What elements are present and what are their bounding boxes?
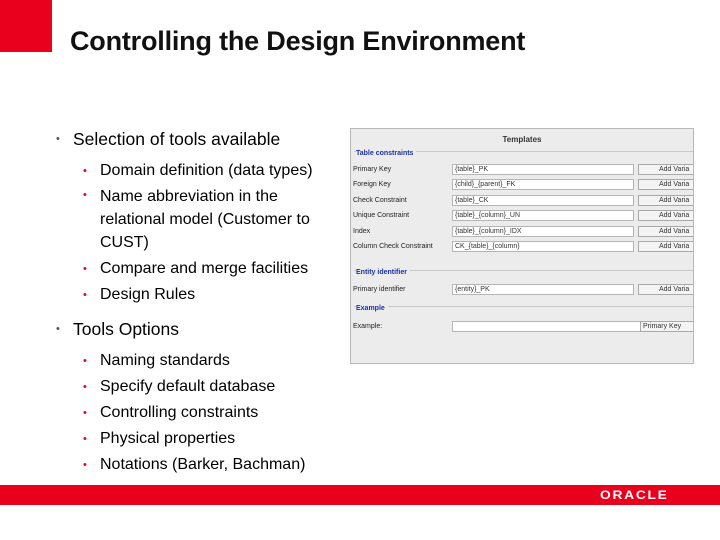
oracle-logo: ORACLE bbox=[600, 488, 669, 502]
sub-bullet-item: • Name abbreviation in the relational model (Customer to CUST) bbox=[73, 184, 346, 256]
slide-title: Controlling the Design Environment bbox=[70, 26, 526, 56]
template-row-foreign-key bbox=[351, 178, 693, 191]
template-input[interactable]: CK_{table}_{column} bbox=[452, 241, 634, 252]
section-label: Entity identifier bbox=[356, 269, 410, 276]
template-input[interactable]: {table}_PK bbox=[452, 164, 634, 175]
sub-bullet-item: • Controlling constraints bbox=[73, 400, 346, 426]
field-label: Primary Key bbox=[353, 166, 392, 173]
sub-bullet-item: • Physical properties bbox=[73, 426, 346, 452]
sub-bullet-item: • Domain definition (data types) bbox=[73, 158, 346, 184]
template-row-primary-identifier bbox=[351, 283, 693, 296]
template-row-check-constraint bbox=[351, 194, 693, 207]
sub-bullet-item: • Compare and merge facilities bbox=[73, 256, 346, 282]
sub-bullet-list bbox=[56, 158, 346, 308]
add-variable-button[interactable]: Add Varia bbox=[638, 284, 694, 295]
add-variable-button[interactable]: Add Varia bbox=[638, 164, 694, 175]
table-constraints-section bbox=[354, 150, 693, 157]
bullet-dot-icon: • bbox=[83, 289, 87, 301]
bullet-dot-icon: • bbox=[83, 459, 87, 471]
bullet-dot-icon: • bbox=[83, 189, 87, 201]
template-input[interactable]: {table}_{column}_UN bbox=[452, 210, 634, 221]
dialog-title: Templates bbox=[502, 135, 542, 144]
sub-bullet-item: • Design Rules bbox=[73, 282, 346, 308]
example-output-field bbox=[452, 321, 648, 332]
template-row-index bbox=[351, 225, 693, 238]
field-label: Primary identifier bbox=[353, 286, 406, 293]
field-label: Index bbox=[353, 228, 371, 235]
template-row-column-check bbox=[351, 240, 693, 253]
section-label: Example bbox=[356, 305, 388, 312]
add-variable-button[interactable]: Add Varia bbox=[638, 210, 694, 221]
template-input[interactable]: {table}_{column}_IDX bbox=[452, 226, 634, 237]
bullet-dot-icon: • bbox=[56, 133, 60, 145]
bullet-item bbox=[56, 126, 346, 152]
bullet-dot-icon: • bbox=[83, 381, 87, 393]
example-row bbox=[351, 320, 693, 333]
templates-dialog bbox=[350, 128, 694, 364]
example-section bbox=[354, 305, 693, 312]
bullet-text: Selection of tools available bbox=[73, 129, 281, 149]
add-variable-button[interactable]: Add Varia bbox=[638, 179, 694, 190]
corner-accent bbox=[0, 0, 52, 52]
sub-bullet-item: • Notations (Barker, Bachman) bbox=[73, 452, 346, 478]
section-label: Table constraints bbox=[356, 150, 416, 157]
template-input[interactable]: {entity}_PK bbox=[452, 284, 634, 295]
add-variable-button[interactable]: Add Varia bbox=[638, 195, 694, 206]
template-input[interactable]: {child}_{parent}_FK bbox=[452, 179, 634, 190]
add-variable-button[interactable]: Add Varia bbox=[638, 226, 694, 237]
add-variable-button[interactable]: Add Varia bbox=[638, 241, 694, 252]
sub-bullet-list bbox=[56, 348, 346, 478]
field-label: Example: bbox=[353, 323, 383, 330]
template-row-unique-constraint bbox=[351, 209, 693, 222]
example-type-select[interactable]: Primary Key bbox=[640, 321, 694, 332]
bullet-dot-icon: • bbox=[83, 263, 87, 275]
bullet-text: Tools Options bbox=[73, 319, 180, 339]
bullet-dot-icon: • bbox=[83, 355, 87, 367]
template-input[interactable]: {table}_CK bbox=[452, 195, 634, 206]
bullet-list bbox=[56, 124, 346, 478]
bullet-dot-icon: • bbox=[56, 323, 60, 335]
sub-bullet-item: • Specify default database bbox=[73, 374, 346, 400]
sub-bullet-item: • Naming standards bbox=[73, 348, 346, 374]
field-label: Unique Constraint bbox=[353, 212, 410, 219]
field-label: Check Constraint bbox=[353, 197, 407, 204]
entity-identifier-section bbox=[354, 269, 693, 276]
bullet-dot-icon: • bbox=[83, 433, 87, 445]
bullet-dot-icon: • bbox=[83, 165, 87, 177]
bullet-dot-icon: • bbox=[83, 407, 87, 419]
template-row-primary-key bbox=[351, 163, 693, 176]
field-label: Foreign Key bbox=[353, 181, 391, 188]
field-label: Column Check Constraint bbox=[353, 243, 433, 250]
bullet-item bbox=[56, 316, 346, 342]
